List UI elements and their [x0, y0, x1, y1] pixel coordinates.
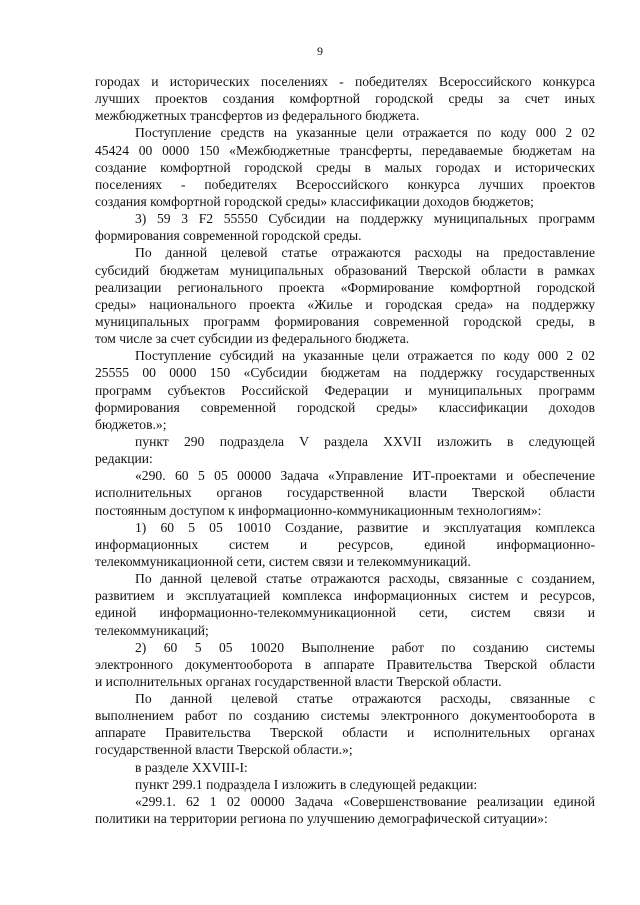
- text-line: программ субъектов Российской Федерации и муниципальных программ: [95, 382, 595, 398]
- text-line: редакции:: [95, 451, 153, 467]
- text-line: «299.1. 62 1 02 00000 Задача «Совершенствование реализации единой: [135, 793, 595, 809]
- text-line: развитием и эксплуатацией комплекса информационных систем и ресурсов,: [95, 588, 595, 604]
- text-line: По данной целевой статье отражаются расходы на предоставление: [135, 245, 595, 261]
- text-line: 45424 00 0000 150 «Межбюджетные трансферты, передаваемые бюджетам на: [95, 142, 595, 158]
- text-line: политики на территории региона по улучшению демографической ситуации»:: [95, 811, 548, 827]
- page-number: 9: [317, 44, 323, 58]
- text-line: создания комфортной городской среды» классификации доходов бюджетов;: [95, 193, 534, 209]
- text-line: бюджетов.»;: [95, 416, 167, 432]
- text-line: информационных систем и ресурсов, единой информационно-: [95, 536, 595, 552]
- text-line: лучших проектов создания комфортной городской среды за счет иных: [95, 91, 595, 107]
- text-line: По данной целевой статье отражаются расходы, связанные с созданием,: [135, 571, 595, 587]
- text-line: создание комфортной городской среды в малых городах и исторических: [95, 159, 595, 175]
- text-line: формирования современной городской среды.: [95, 228, 362, 244]
- text-line: 1) 60 5 05 10010 Создание, развитие и эксплуатация комплекса: [135, 519, 595, 535]
- text-line: 25555 00 0000 150 «Субсидии бюджетам на поддержку государственных: [95, 365, 595, 381]
- document-body: [95, 73, 595, 827]
- text-line: пункт 290 подраздела V раздела XXVII изложить в следующей: [135, 433, 595, 449]
- text-line: «290. 60 5 05 00000 Задача «Управление ИТ-проектами и обеспечение: [135, 468, 595, 484]
- text-line: реализации регионального проекта «Формирование комфортной городской: [95, 279, 595, 295]
- text-line: Поступление субсидий на указанные цели отражается по коду 000 2 02: [135, 348, 595, 364]
- text-line: государственной власти Тверской области.»;: [95, 742, 353, 758]
- text-line: пункт 299.1 подраздела I изложить в следующей редакции:: [135, 776, 478, 792]
- text-line: телекоммуникаций;: [95, 622, 209, 638]
- text-line: том числе за счет субсидии из федерального бюджета.: [95, 331, 410, 347]
- text-line: аппарате Правительства Тверской области и исполнительных органах: [95, 725, 595, 741]
- text-line: единой информационно-телекоммуникационной сети, систем связи и: [95, 605, 595, 621]
- text-line: исполнительных органов государственной власти Тверской области: [95, 485, 595, 501]
- text-line: формирования современной городской среды» классификации доходов: [95, 399, 595, 415]
- text-line: поселениях - победителях Всероссийского конкурса лучших проектов: [95, 176, 595, 192]
- text-line: телекоммуникационной сети, систем связи и телекоммуникаций.: [95, 553, 471, 569]
- text-line: в разделе XXVIII-I:: [135, 759, 248, 775]
- text-line: 2) 60 5 05 10020 Выполнение работ по созданию системы: [135, 639, 595, 655]
- text-line: субсидий бюджетам муниципальных образований Тверской области в рамках: [95, 262, 595, 278]
- text-line: Поступление средств на указанные цели отражается по коду 000 2 02: [135, 125, 595, 141]
- text-line: среды» национального проекта «Жилье и городская среда» на поддержку: [95, 296, 595, 312]
- text-line: муниципальных программ формирования современной городской среды, в: [95, 313, 595, 329]
- text-line: выполнением работ по созданию системы электронного документооборота в: [95, 708, 595, 724]
- text-line: и исполнительных органах государственной власти Тверской области.: [95, 673, 502, 689]
- text-line: межбюджетных трансфертов из федерального бюджета.: [95, 108, 420, 124]
- text-line: По данной целевой статье отражаются расходы, связанные с: [135, 691, 595, 707]
- text-line: электронного документооборота в аппарате Правительства Тверской области: [95, 656, 595, 672]
- text-line: городах и исторических поселениях - победителях Всероссийского конкурса: [95, 74, 595, 89]
- text-line: постоянным доступом к информационно-коммуникационным технологиям»:: [95, 502, 542, 518]
- text-line: 3) 59 3 F2 55550 Субсидии на поддержку муниципальных программ: [135, 211, 595, 227]
